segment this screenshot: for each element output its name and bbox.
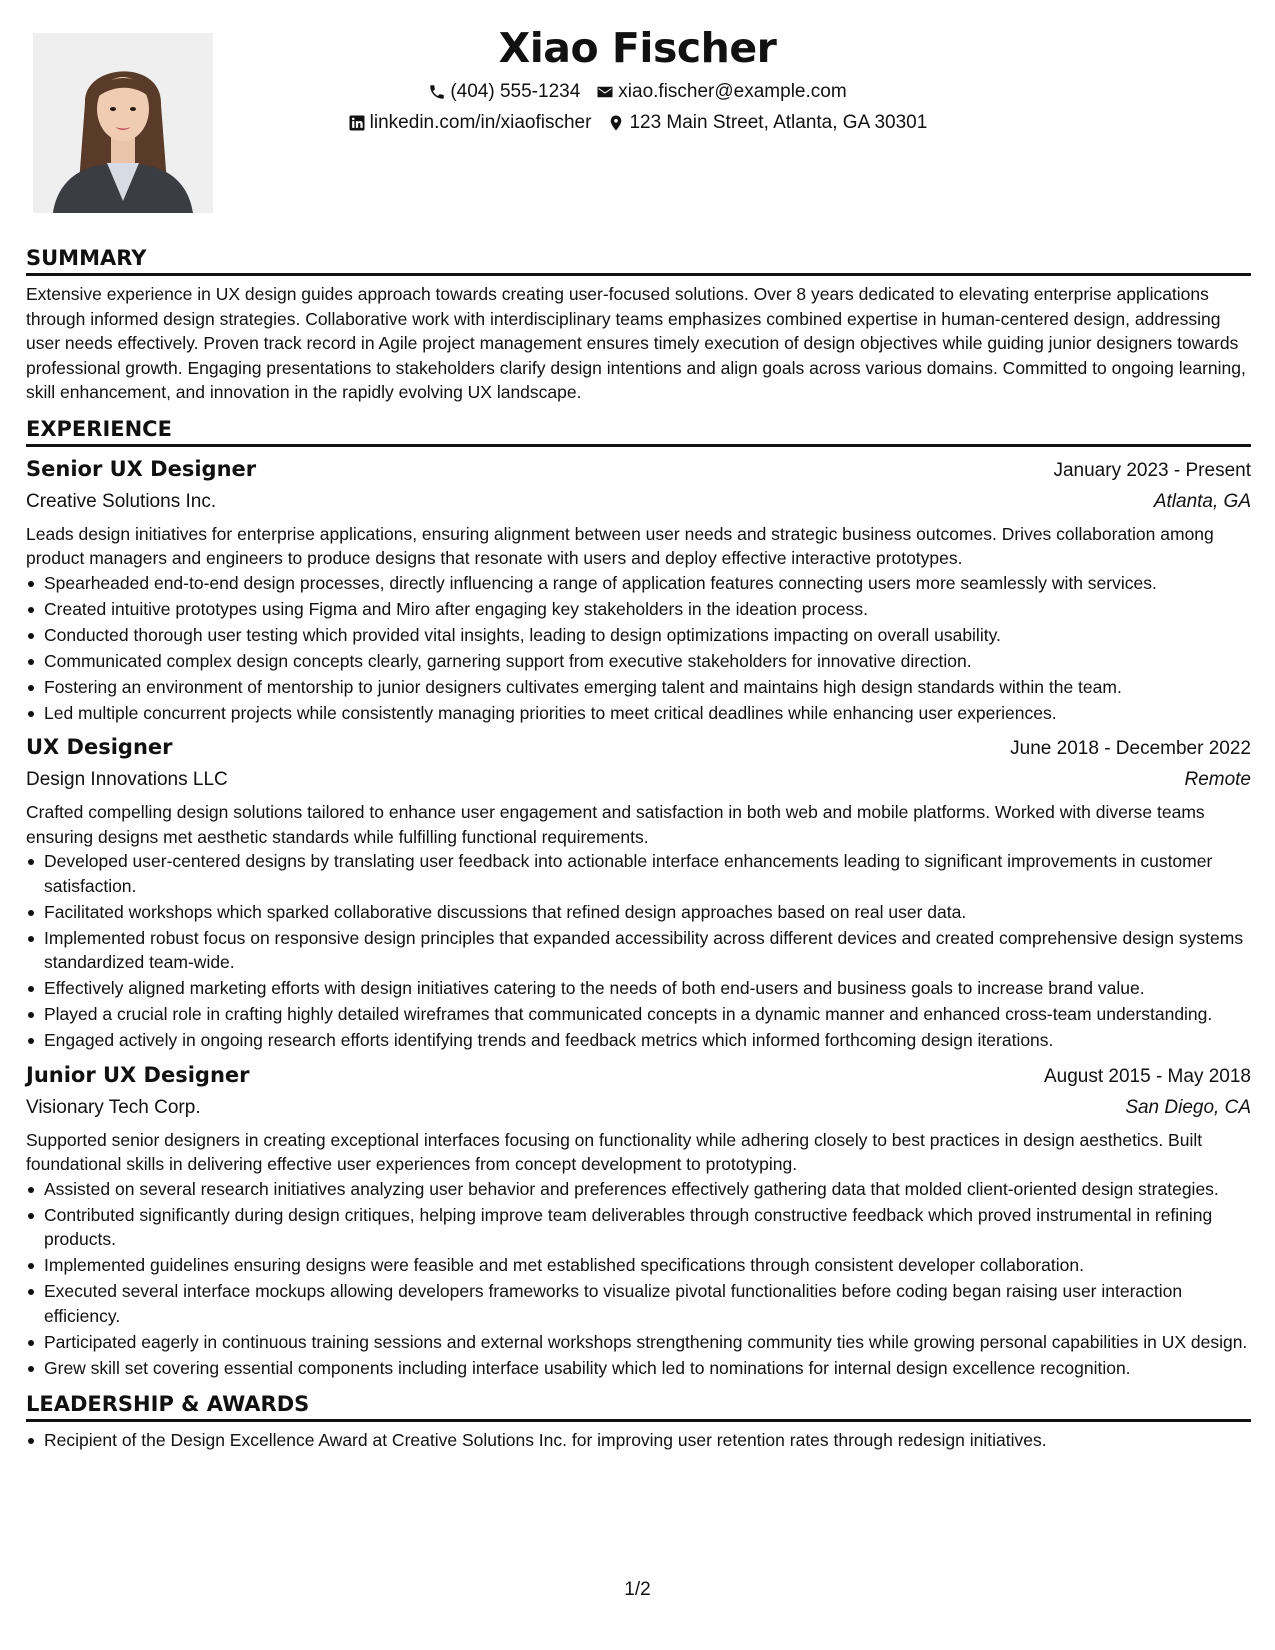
job-entry — [26, 1059, 1251, 1381]
phone-contact — [428, 76, 580, 107]
bullet-item: Grew skill set covering essential components including interface usability which led to nominations for internal design excellence recognition. — [26, 1356, 1251, 1381]
bullet-item: Facilitated workshops which sparked collaborative discussions that refined design approaches based on real user data. — [26, 900, 1251, 925]
job-bullets — [26, 849, 1251, 1053]
bullet-item: Communicated complex design concepts clearly, garnering support from executive stakeholders for innovative direction. — [26, 649, 1251, 674]
bullet-item: Assisted on several research initiatives analyzing user behavior and preferences effectively gathering data that molded client-oriented design strategies. — [26, 1177, 1251, 1202]
envelope-icon — [596, 83, 614, 101]
bullet-item: Fostering an environment of mentorship to junior designers cultivates emerging talent and maintains high design standards within the team. — [26, 675, 1251, 700]
job-description: Supported senior designers in creating exceptional interfaces focusing on functionality while adhering closely to best practices in design aesthetics. Built foundational skills in delivering effective user experiences from concept development to prototyping. — [26, 1129, 1203, 1174]
bullet-item: Implemented robust focus on responsive design principles that expanded accessibility across different devices and created comprehensive design systems standardized team-wide. — [26, 926, 1251, 975]
candidate-name: Xiao Fischer — [498, 24, 777, 72]
bullet-item: Executed several interface mockups allowing developers frameworks to visualize pivotal functionalities before coding began raising user interaction efficiency. — [26, 1279, 1251, 1328]
job-title: UX Designer — [26, 735, 173, 759]
job-dates: June 2018 - December 2022 — [1010, 738, 1251, 759]
bullet-item: Led multiple concurrent projects while consistently managing priorities to meet critical deadlines while enhancing user experiences. — [26, 701, 1251, 726]
experience-section — [26, 415, 1251, 1381]
bullet-item: Conducted thorough user testing which provided vital insights, leading to design optimizations impacting on overall usability. — [26, 623, 1251, 648]
job-bullets — [26, 1177, 1251, 1381]
linkedin-icon — [348, 114, 366, 132]
job-bullets — [26, 571, 1251, 726]
bullet-item: Contributed significantly during design critiques, helping improve team deliverables through constructive feedback which proved instrumental in refining products. — [26, 1203, 1251, 1252]
phone-icon — [428, 83, 446, 101]
bullet-item: Developed user-centered designs by translating user feedback into actionable interface enhancements leading to significant improvements in customer satisfaction. — [26, 849, 1251, 898]
street-address: 123 Main Street, Atlanta, GA 30301 — [629, 112, 928, 133]
section-heading: LEADERSHIP & AWARDS — [26, 1390, 1251, 1422]
contact-row-1 — [200, 76, 1075, 107]
email-address[interactable]: xiao.fischer@example.com — [618, 81, 847, 102]
company-name: Design Innovations LLC — [26, 769, 228, 790]
summary-text: Extensive experience in UX design guides approach towards creating user-focused solutions. Over 8 years dedicated to elevating enterprise applications through informed design strategies. Collaborative work with interdisciplinary teams emphasizes combined expertise in human-centered design, addressing user needs effectively. Proven track record in Agile project management ensures timely execution of design objectives while guiding junior designers towards professional growth. Engaging presentations to stakeholders clarify design intentions and align goals across various domains. Committed to ongoing learning, skill enhancement, and innovation in the rapidly evolving UX landscape. — [26, 284, 1246, 402]
location-pin-icon — [607, 114, 625, 132]
job-location: Atlanta, GA — [1153, 490, 1251, 512]
leadership-section — [26, 1390, 1251, 1453]
bullet-item: Engaged actively in ongoing research efforts identifying trends and feedback metrics which informed forthcoming design iterations. — [26, 1028, 1251, 1053]
email-contact[interactable] — [596, 76, 846, 107]
job-location: Remote — [1184, 769, 1251, 790]
page-number: 1/2 — [624, 1579, 651, 1600]
bullet-item: Participated eagerly in continuous training sessions and external workshops strengthening community ties while growing personal capabilities in UX design. — [26, 1330, 1251, 1355]
job-dates: August 2015 - May 2018 — [1043, 1065, 1251, 1087]
bullet-item: Recipient of the Design Excellence Award at Creative Solutions Inc. for improving user retention rates through redesign initiatives. — [26, 1428, 1251, 1453]
company-name: Visionary Tech Corp. — [26, 1096, 201, 1118]
job-dates: January 2023 - Present — [1053, 459, 1251, 481]
job-title: Senior UX Designer — [26, 456, 257, 481]
company-name: Creative Solutions Inc. — [26, 490, 217, 512]
address-contact — [607, 107, 927, 138]
job-entry — [26, 453, 1251, 726]
section-heading: SUMMARY — [26, 244, 1251, 276]
bullet-item: Played a crucial role in crafting highly detailed wireframes that communicated concepts in a dynamic manner and enhanced cross-team understanding. — [26, 1002, 1251, 1027]
linkedin-contact[interactable] — [348, 107, 592, 138]
job-location: San Diego, CA — [1125, 1096, 1251, 1118]
contact-row-2 — [200, 107, 1075, 138]
job-entry — [26, 731, 1251, 1053]
resume-header — [200, 20, 1075, 138]
summary-section — [26, 244, 1251, 405]
linkedin-url[interactable]: linkedin.com/in/xiaofischer — [369, 112, 592, 133]
job-description: Leads design initiatives for enterprise applications, ensuring alignment between user needs and strategic business outcomes. Drives collaboration among product managers and engineers to produce designs that resonate with users and deploy effective interactive prototypes. — [26, 523, 1214, 568]
bullet-item: Effectively aligned marketing efforts with design initiatives catering to the needs of both end-users and business goals to increase brand value. — [26, 976, 1251, 1001]
profile-photo — [33, 33, 213, 213]
job-description: Crafted compelling design solutions tailored to enhance user engagement and satisfaction in both web and mobile platforms. Worked with diverse teams ensuring designs met aesthetic standards while fulfilling functional requirements. — [26, 802, 1205, 847]
section-heading: EXPERIENCE — [26, 415, 1251, 447]
job-title: Junior UX Designer — [26, 1062, 250, 1087]
bullet-item: Spearheaded end-to-end design processes, directly influencing a range of application features connecting users more seamlessly with services. — [26, 571, 1251, 596]
bullet-item: Implemented guidelines ensuring designs were feasible and met established specifications through consistent developer collaboration. — [26, 1253, 1251, 1278]
award-bullets — [26, 1428, 1251, 1453]
phone-number: (404) 555-1234 — [450, 81, 581, 102]
resume-content — [26, 244, 1251, 1463]
bullet-item: Created intuitive prototypes using Figma and Miro after engaging key stakeholders in the ideation process. — [26, 597, 1251, 622]
